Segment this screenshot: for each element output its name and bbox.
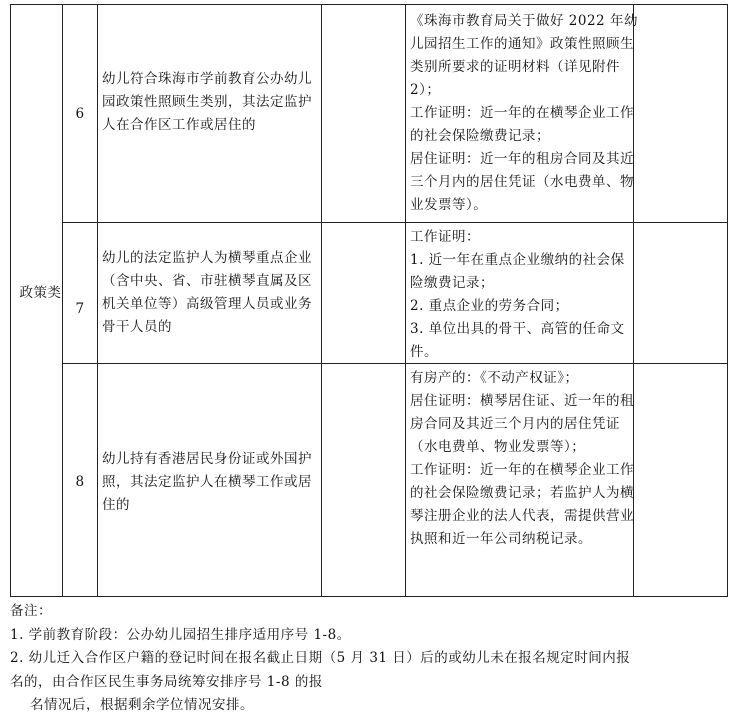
col-divider-4 [405,4,406,597]
materials-cell-7 [410,226,638,364]
materials-7-item-4: 3. 单位出具的骨干、高管的任命文件。 [410,321,625,360]
row-number-6: 6 [75,106,85,122]
materials-cell-6 [410,10,638,217]
notes-section [10,600,732,718]
note-item-1: 1. 学前教育阶段：公办幼儿园招生排序适用序号 1-8。 [10,626,351,643]
materials-7-item-2: 1. 近一年在重点企业缴纳的社会保险缴费记录； [410,252,625,291]
row-number-7: 7 [75,301,85,317]
note-item-2-end: 名情况后，根据剩余学位情况安排。 [30,697,254,713]
materials-8-item-3: 工作证明：近一年的在横琴企业工作的社会保险缴费记录；若监护人为横琴注册企业的法人代表，需提供营业执照和近一年公司纳税记录。 [410,462,634,547]
condition-cell-8: 幼儿持有香港居民身份证或外国护照，其法定监护人在横琴工作或居住的 [102,451,312,513]
materials-cell-8 [410,367,638,551]
materials-8-item-1: 有房产的：《不动产权证》； [410,370,579,386]
category-cell: 政策类 [19,285,62,301]
notes-title: 备注： [10,603,52,619]
policy-table [10,4,728,597]
condition-cell-6: 幼儿符合珠海市学前教育公办幼儿园政策性照顾生类别，其法定监护人在合作区工作或居住的 [102,71,312,133]
condition-cell-7: 幼儿的法定监护人为横琴重点企业（含中央、省、市驻横琴直属及区机关单位等）高级管理人员或业务骨干人员的 [102,250,312,335]
materials-8-item-2: 居住证明：横琴居住证、近一年的租房合同及其近三个月内的居住凭证（水电费单、物业发票等）； [410,393,634,455]
table-border-left [10,4,11,597]
materials-7-item-1: 工作证明： [410,229,480,245]
table-border-right [727,4,728,597]
note-item-2: 2. 幼儿迁入合作区户籍的登记时间在报名截止日期（5 月 31 日）后的或幼儿未在报名规定时间内报 [10,650,631,666]
col-divider-3 [321,4,322,597]
materials-6-item-1: 《珠海市教育局关于做好 2022 年幼儿园招生工作的通知》政策性照顾生类别所要求的证明材料（详见附件 2）； [410,13,638,98]
materials-6-item-3: 居住证明：近一年的租房合同及其近三个月内的居住凭证（水电费单、物业发票等）。 [410,151,634,213]
row-divider-1 [62,222,728,223]
note-item-2-cont: 名的，由合作区民生事务局统筹安排序号 1-8 的报 [10,673,323,690]
table-border-bottom [10,596,728,597]
row-number-8: 8 [75,474,85,490]
materials-6-item-2: 工作证明：近一年的在横琴企业工作的社会保险缴费记录； [410,105,634,144]
table-border-top [10,4,728,5]
materials-7-item-3: 2. 重点企业的劳务合同； [410,298,569,314]
